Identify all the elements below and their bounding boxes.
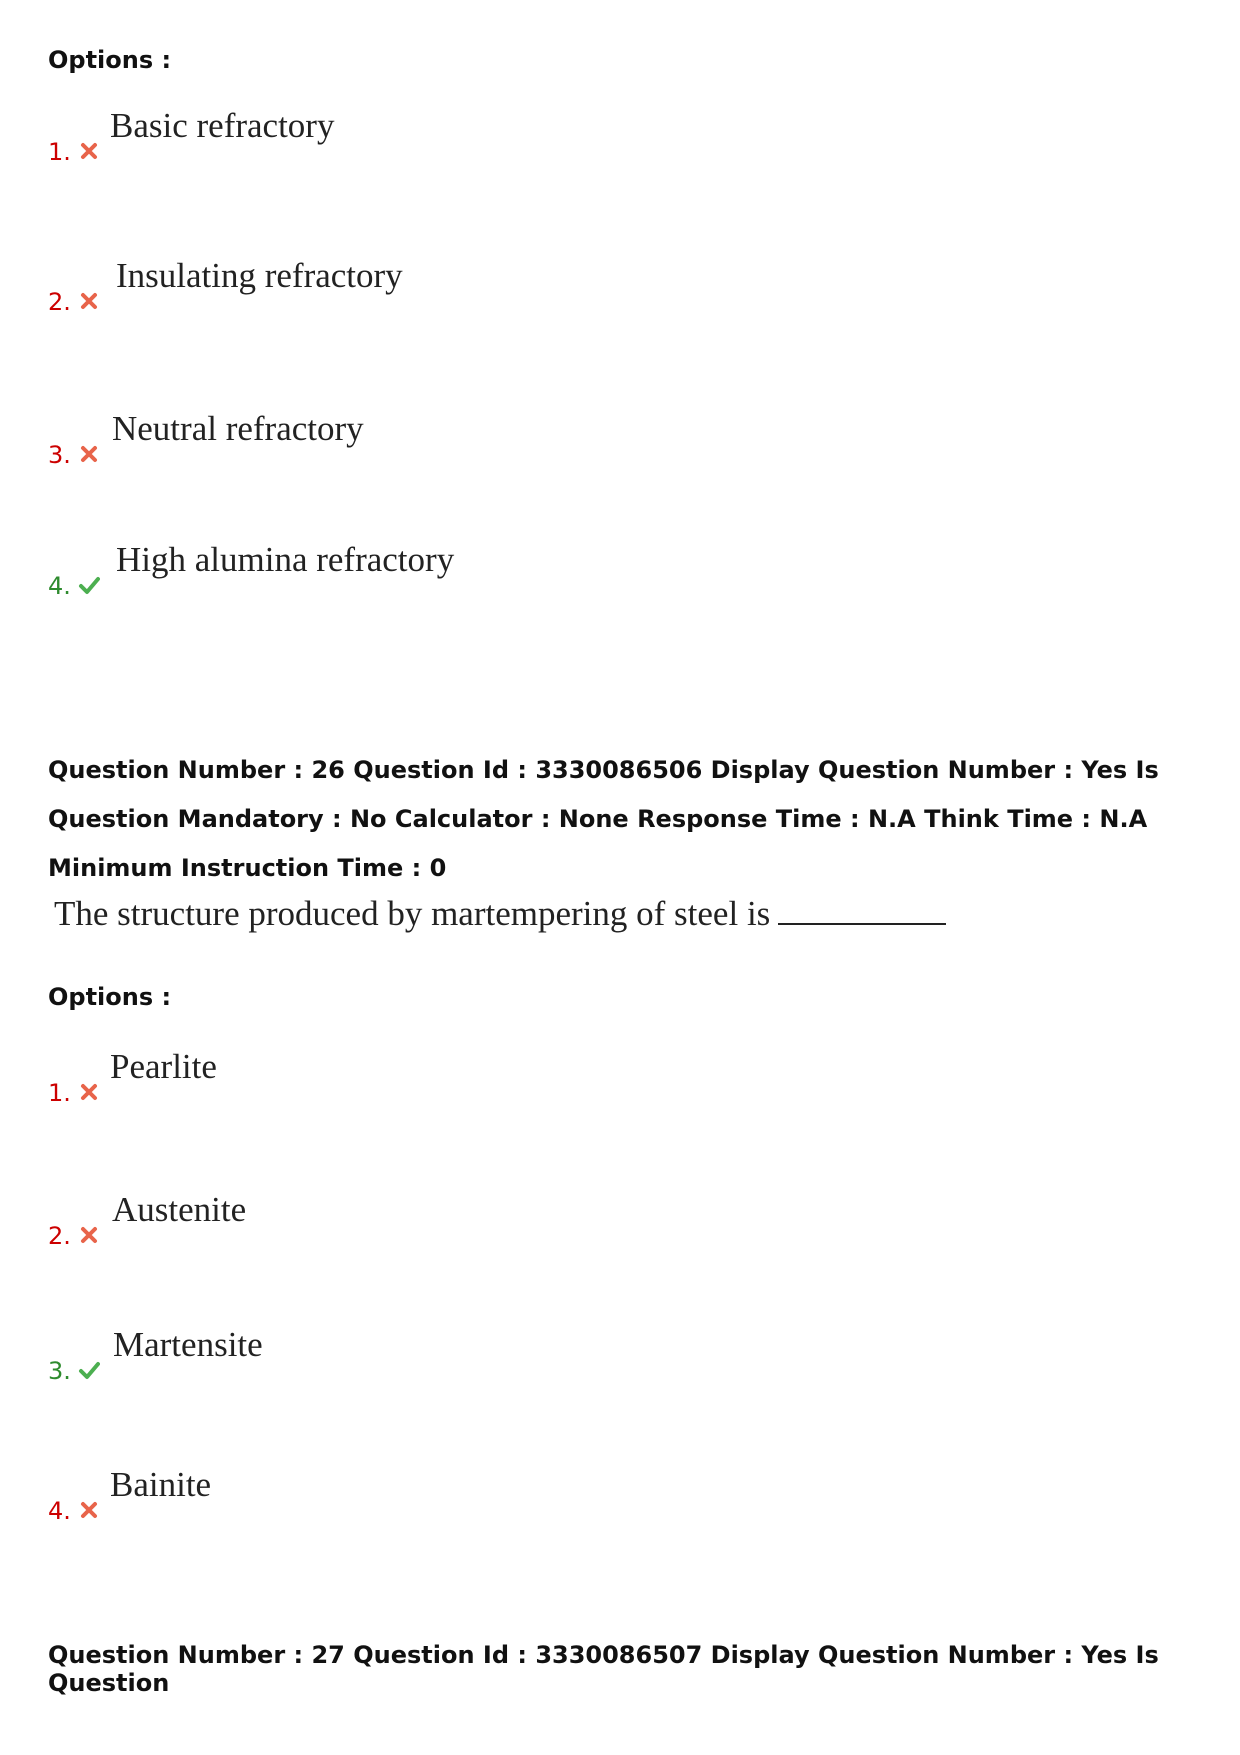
option-item xyxy=(48,1190,748,1250)
option-item xyxy=(48,540,748,600)
cross-icon xyxy=(78,1224,100,1246)
option-item xyxy=(48,1047,748,1107)
option-text: Neutral refractory xyxy=(112,409,364,448)
options-label: Options : xyxy=(48,46,172,74)
option-item xyxy=(48,256,748,316)
option-number: 3. xyxy=(48,1357,71,1385)
option-number: 2. xyxy=(48,1222,71,1250)
cross-icon xyxy=(78,1081,100,1103)
option-text: Pearlite xyxy=(110,1047,217,1086)
option-text: Martensite xyxy=(113,1325,263,1364)
cross-icon xyxy=(78,290,100,312)
option-item xyxy=(48,1465,748,1525)
option-item xyxy=(48,1325,748,1385)
question-meta: Question Number : 27 Question Id : 3330086507 Display Question Number : Yes Is Question xyxy=(48,1641,1159,1697)
option-text: High alumina refractory xyxy=(116,540,455,579)
option-text: Basic refractory xyxy=(110,106,335,145)
options-label: Options : xyxy=(48,983,172,1011)
option-number: 4. xyxy=(48,1497,71,1525)
option-number: 1. xyxy=(48,138,71,166)
option-number: 1. xyxy=(48,1079,71,1107)
question-meta: Question Number : 26 Question Id : 3330086506 Display Question Number : Yes Is Question Mandatory : No Calculator : None Response Time : N.A Think Time : N.A Minimum Instruction Time : 0 xyxy=(48,756,1159,882)
question-text xyxy=(54,894,946,934)
answer-blank xyxy=(778,899,946,925)
option-item xyxy=(48,409,748,469)
option-number: 2. xyxy=(48,288,71,316)
check-icon xyxy=(78,1359,100,1381)
cross-icon xyxy=(78,1499,100,1521)
option-text: Austenite xyxy=(112,1190,247,1229)
option-number: 3. xyxy=(48,441,71,469)
option-number: 4. xyxy=(48,572,71,600)
option-text: Bainite xyxy=(110,1465,212,1504)
question-text-body: The structure produced by martempering of steel is xyxy=(54,894,771,933)
check-icon xyxy=(78,574,100,596)
option-text: Insulating refractory xyxy=(116,256,403,295)
option-item xyxy=(48,106,748,166)
cross-icon xyxy=(78,140,100,162)
cross-icon xyxy=(78,443,100,465)
